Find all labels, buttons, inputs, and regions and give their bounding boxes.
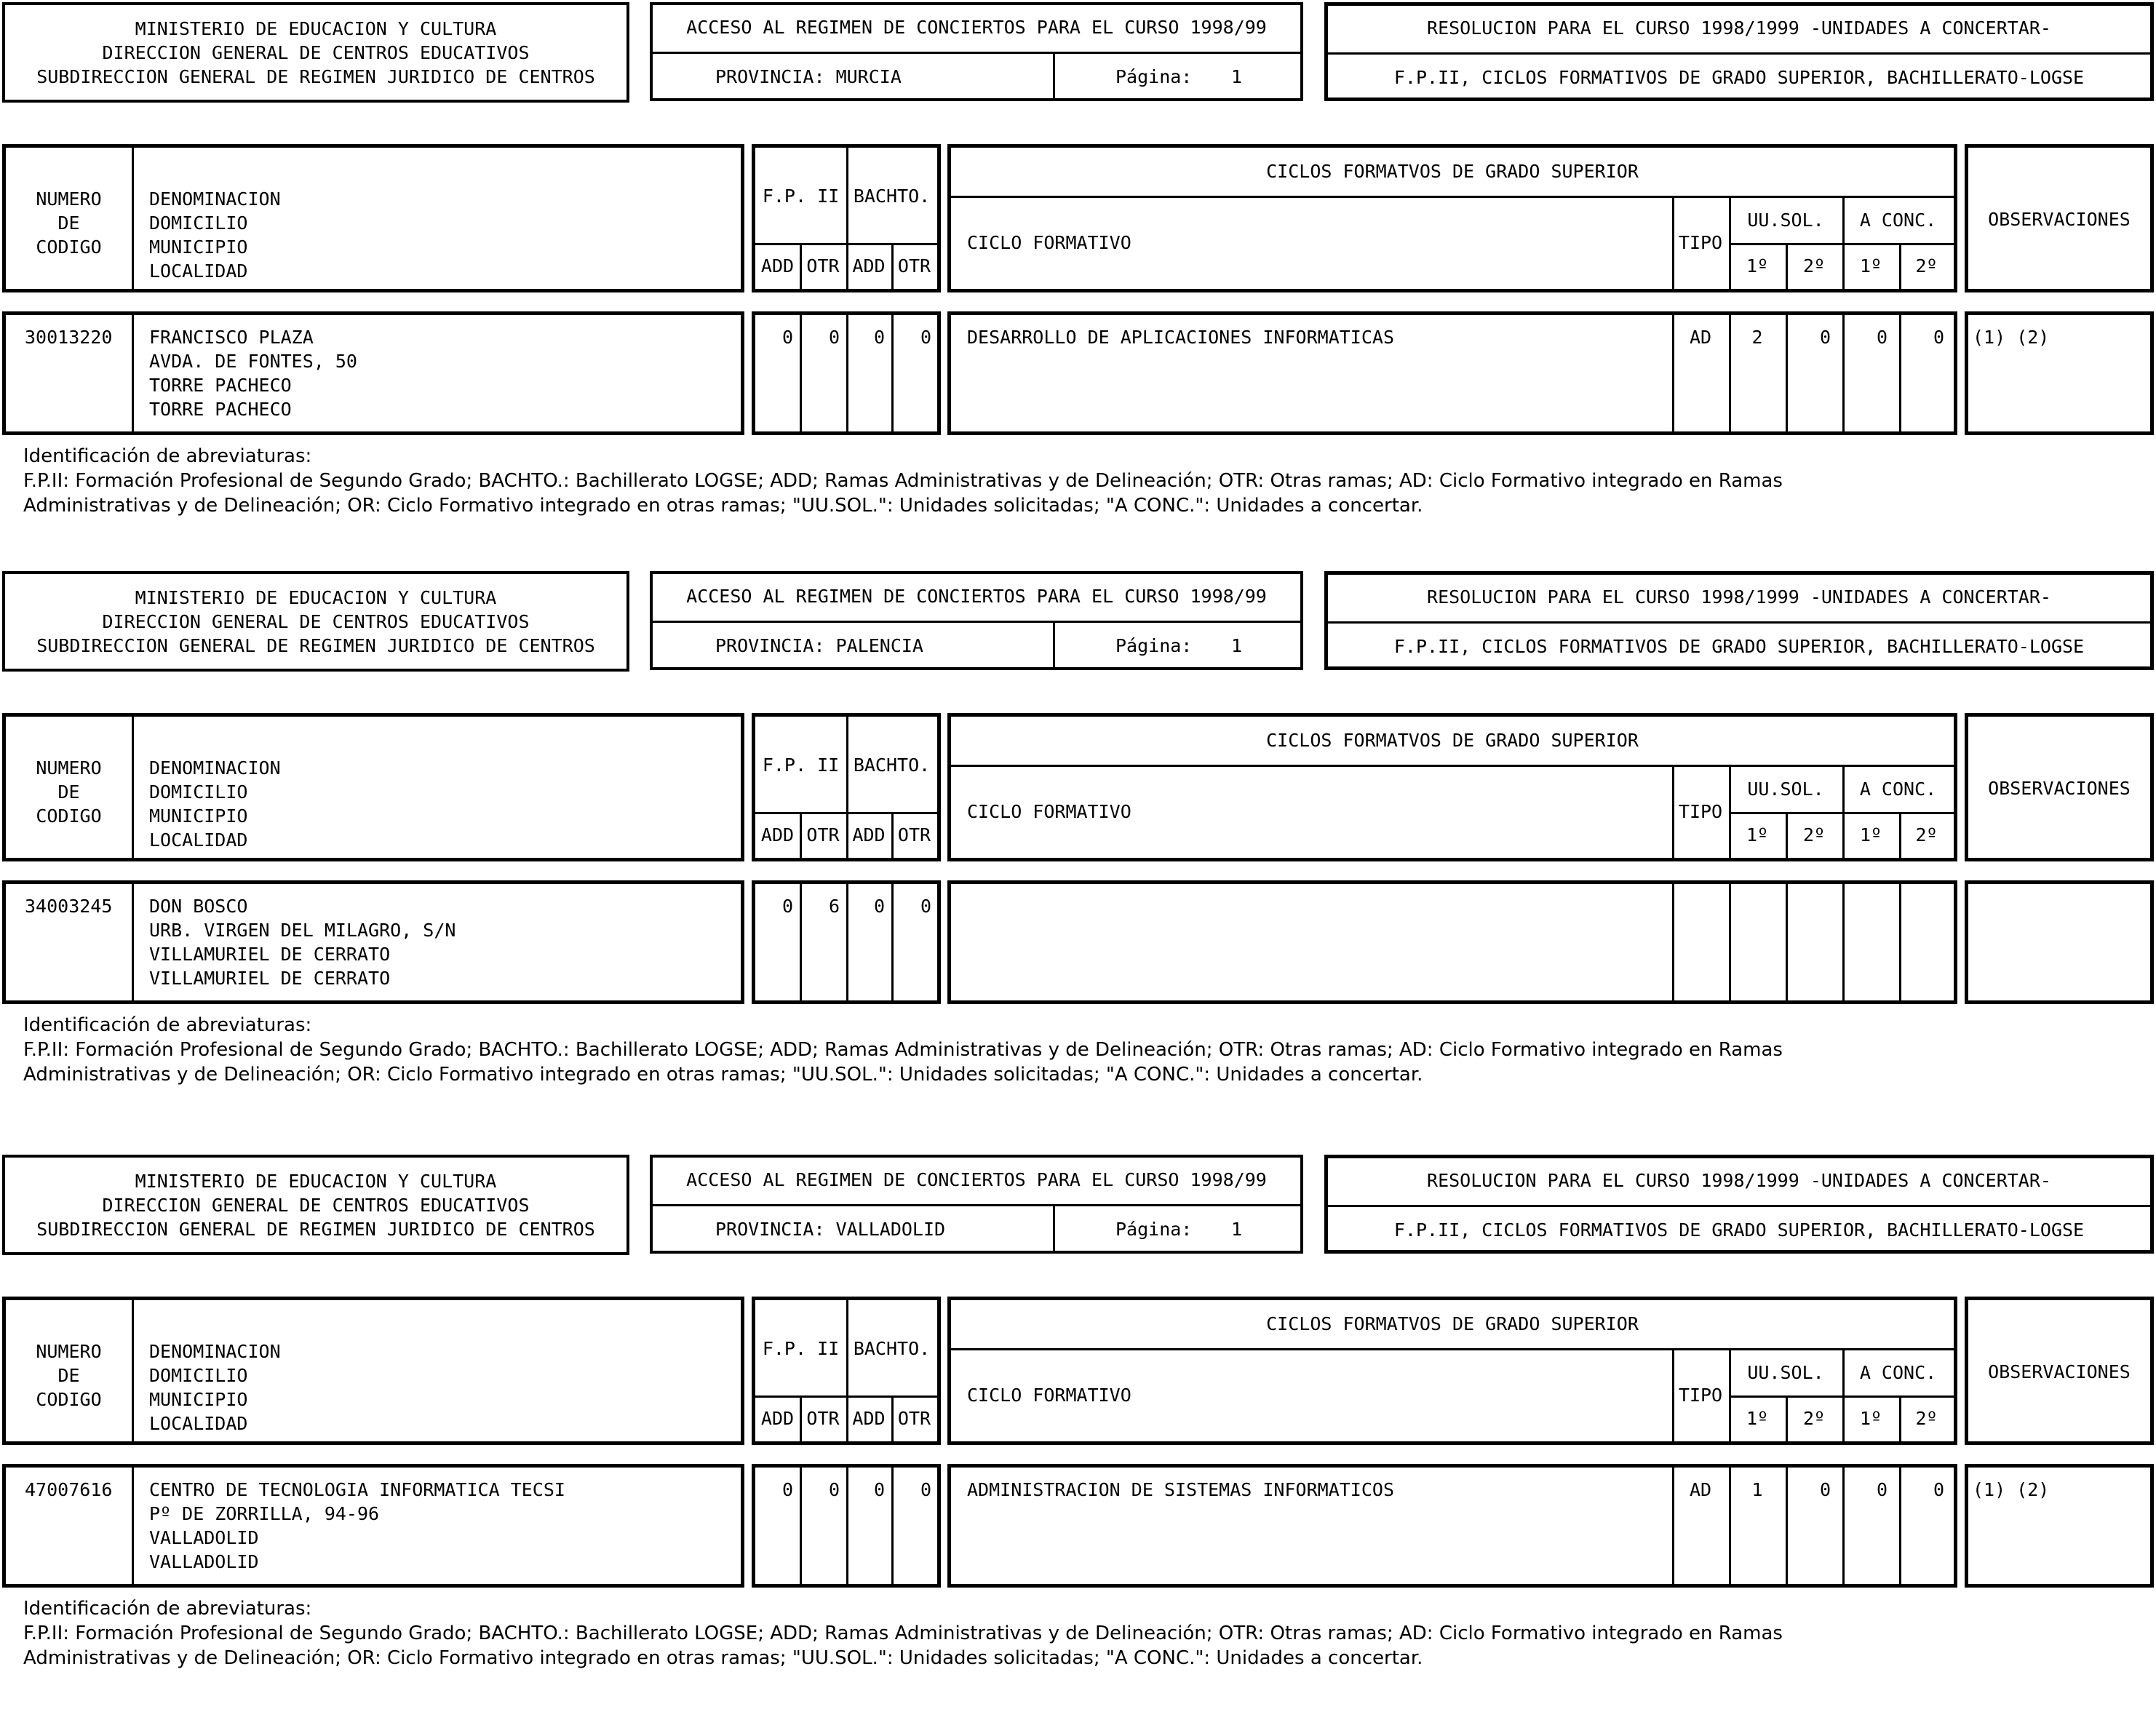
tipo-value: AD	[1689, 1479, 1712, 1500]
obs-header-box	[1965, 144, 2154, 292]
center-address: AVDA. DE FONTES, 50	[149, 351, 357, 372]
col-ba-otr: OTR	[897, 1408, 931, 1429]
col-municipio: MUNICIPIO	[149, 1389, 248, 1410]
col-observaciones: OBSERVACIONES	[1988, 778, 2131, 799]
col-conc-1: 1º	[1859, 255, 1882, 276]
obs-header-box	[1965, 1297, 2154, 1445]
access-title: ACCESO AL REGIMEN DE CONCIERTOS PARA EL CURSO 1998/99	[686, 586, 1267, 607]
col-fp2: F.P. II	[762, 186, 840, 207]
center-data-box	[2, 1464, 744, 1588]
fp-add-value: 0	[781, 896, 793, 917]
col-bachto: BACHTO.	[853, 755, 931, 776]
obs-data-box	[1965, 880, 2154, 1004]
fp-bachto-data-box	[752, 1464, 941, 1588]
ministry-name: MINISTERIO DE EDUCACION Y CULTURA	[135, 587, 497, 608]
obs-header-box	[1965, 713, 2154, 861]
col-ciclos-title: CICLOS FORMATVOS DE GRADO SUPERIOR	[1266, 730, 1639, 751]
fp-bachto-header-box	[752, 1297, 941, 1445]
center-address: URB. VIRGEN DEL MILAGRO, S/N	[149, 920, 456, 941]
page-label: Página:	[1115, 66, 1193, 87]
resolution-header-box	[1324, 2, 2154, 101]
conc-1-value: 0	[1876, 1479, 1888, 1500]
subdirectorate-name: SUBDIRECCION GENERAL DE REGIMEN JURIDICO DE CENTROS	[36, 635, 595, 656]
col-ciclos-title: CICLOS FORMATVOS DE GRADO SUPERIOR	[1266, 1313, 1639, 1334]
col-municipio: MUNICIPIO	[149, 805, 248, 827]
access-header-box	[650, 2, 1303, 101]
center-name: FRANCISCO PLAZA	[149, 327, 314, 348]
col-ba-add: ADD	[852, 255, 886, 276]
col-domicilio: DOMICILIO	[149, 212, 248, 234]
col-localidad: LOCALIDAD	[149, 260, 248, 282]
conc-2-value: 0	[1933, 327, 1944, 348]
ciclo-formativo-value: DESARROLLO DE APLICACIONES INFORMATICAS	[967, 327, 1394, 348]
abbreviations-line-2: Administrativas y de Delineación; OR: Ciclo Formativo integrado en otras ramas; "UU.SOL.": Unidades solicitadas; "A CONC.": Unidades a concertar.	[23, 1647, 1423, 1669]
sol-1-value: 2	[1751, 327, 1763, 348]
center-name: DON BOSCO	[149, 896, 248, 917]
center-code: 30013220	[25, 327, 113, 348]
center-locality: TORRE PACHECO	[149, 399, 292, 420]
ministry-header-box	[2, 2, 629, 103]
fp-add-value: 0	[781, 327, 793, 348]
center-code: 47007616	[25, 1479, 113, 1500]
resolution-title: RESOLUCION PARA EL CURSO 1998/1999 -UNIDADES A CONCERTAR-	[1427, 586, 2051, 608]
ministry-name: MINISTERIO DE EDUCACION Y CULTURA	[135, 1171, 497, 1192]
center-locality: VALLADOLID	[149, 1551, 259, 1572]
col-de: DE	[57, 1365, 80, 1386]
record-block-murcia	[0, 0, 2156, 568]
ministry-header-box	[2, 1155, 629, 1255]
col-a-conc: A CONC.	[1859, 1362, 1937, 1383]
directorate-name: DIRECCION GENERAL DE CENTROS EDUCATIVOS	[102, 611, 530, 632]
ba-otr-value: 0	[920, 1479, 931, 1500]
col-fp-add: ADD	[760, 1408, 795, 1429]
col-a-conc: A CONC.	[1859, 779, 1937, 800]
col-uu-sol: UU.SOL.	[1747, 210, 1824, 231]
col-fp2: F.P. II	[762, 1338, 840, 1359]
col-de: DE	[57, 212, 80, 234]
access-title: ACCESO AL REGIMEN DE CONCIERTOS PARA EL CURSO 1998/99	[686, 1169, 1267, 1190]
abbreviations-line-1: F.P.II: Formación Profesional de Segundo Grado; BACHTO.: Bachillerato LOGSE; ADD; Ramas Administrativas y de Delineación; OTR: Otras ramas; AD: Ciclo Formativo integrado en Ramas	[23, 470, 1783, 492]
ciclos-data-box	[947, 1464, 1957, 1588]
abbreviations-heading: Identificación de abreviaturas:	[23, 1014, 312, 1036]
col-sol-1: 1º	[1746, 255, 1769, 276]
resolution-subtitle: F.P.II, CICLOS FORMATIVOS DE GRADO SUPERIOR, BACHILLERATO-LOGSE	[1393, 1219, 2085, 1241]
abbreviations-line-1: F.P.II: Formación Profesional de Segundo Grado; BACHTO.: Bachillerato LOGSE; ADD; Ramas Administrativas y de Delineación; OTR: Otras ramas; AD: Ciclo Formativo integrado en Ramas	[23, 1623, 1783, 1644]
center-municipality: VALLADOLID	[149, 1527, 259, 1548]
col-fp-otr: OTR	[806, 255, 840, 276]
col-de: DE	[57, 781, 80, 803]
center-municipality: VILLAMURIEL DE CERRATO	[149, 944, 391, 965]
center-address: Pº DE ZORRILLA, 94-96	[149, 1503, 380, 1524]
ministry-name: MINISTERIO DE EDUCACION Y CULTURA	[135, 18, 497, 39]
center-municipality: TORRE PACHECO	[149, 375, 292, 396]
abbreviations-line-1: F.P.II: Formación Profesional de Segundo Grado; BACHTO.: Bachillerato LOGSE; ADD; Ramas Administrativas y de Delineación; OTR: Otras ramas; AD: Ciclo Formativo integrado en Ramas	[23, 1039, 1783, 1061]
obs-data-box	[1965, 1464, 2154, 1588]
col-tipo: TIPO	[1678, 801, 1723, 822]
col-ba-add: ADD	[852, 824, 886, 845]
ba-otr-value: 0	[920, 896, 931, 917]
ciclo-formativo-value: ADMINISTRACION DE SISTEMAS INFORMATICOS	[967, 1479, 1394, 1500]
tipo-value: AD	[1689, 327, 1712, 348]
col-sol-2: 2º	[1802, 824, 1826, 845]
col-bachto: BACHTO.	[853, 1338, 931, 1359]
center-code: 34003245	[25, 896, 113, 917]
subdirectorate-name: SUBDIRECCION GENERAL DE REGIMEN JURIDICO DE CENTROS	[36, 1219, 595, 1240]
center-data-box	[2, 311, 744, 435]
col-codigo: CODIGO	[36, 236, 102, 258]
record-block-palencia	[0, 569, 2156, 1136]
ba-otr-value: 0	[920, 327, 931, 348]
access-header-box	[650, 571, 1303, 670]
page-label: Página:	[1115, 635, 1193, 656]
abbreviations-heading: Identificación de abreviaturas:	[23, 445, 312, 467]
col-bachto: BACHTO.	[853, 186, 931, 207]
ba-add-value: 0	[873, 1479, 885, 1500]
access-header-box	[650, 1155, 1303, 1254]
obs-data-box	[1965, 311, 2154, 435]
ciclos-data-box	[947, 311, 1957, 435]
col-observaciones: OBSERVACIONES	[1988, 209, 2131, 230]
fp-bachto-header-box	[752, 144, 941, 292]
abbreviations-line-2: Administrativas y de Delineación; OR: Ciclo Formativo integrado en otras ramas; "UU.SOL.": Unidades solicitadas; "A CONC.": Unidades a concertar.	[23, 1064, 1423, 1086]
ministry-header-box	[2, 571, 629, 672]
col-conc-1: 1º	[1859, 824, 1882, 845]
abbreviations-line-2: Administrativas y de Delineación; OR: Ciclo Formativo integrado en otras ramas; "UU.SOL.": Unidades solicitadas; "A CONC.": Unidades a concertar.	[23, 495, 1423, 517]
observaciones-value: (1) (2)	[1973, 327, 2050, 348]
page-number: 1	[1231, 1219, 1243, 1240]
col-ba-otr: OTR	[897, 255, 931, 276]
fp-bachto-header-box	[752, 713, 941, 861]
conc-2-value: 0	[1933, 1479, 1944, 1500]
col-conc-1: 1º	[1859, 1408, 1882, 1429]
col-a-conc: A CONC.	[1859, 210, 1937, 231]
record-block-valladolid	[0, 1152, 2156, 1720]
province-label: PROVINCIA: MURCIA	[715, 66, 902, 87]
col-fp-add: ADD	[760, 824, 795, 845]
sol-1-value: 1	[1751, 1479, 1763, 1500]
ciclos-data-box	[947, 880, 1957, 1004]
col-uu-sol: UU.SOL.	[1747, 779, 1824, 800]
sol-2-value: 0	[1819, 1479, 1831, 1500]
col-numero: NUMERO	[36, 188, 102, 210]
col-sol-1: 1º	[1746, 1408, 1769, 1429]
col-tipo: TIPO	[1678, 1385, 1723, 1406]
resolution-header-box	[1324, 571, 2154, 670]
col-numero: NUMERO	[36, 1341, 102, 1362]
col-fp-otr: OTR	[806, 824, 840, 845]
fp-otr-value: 0	[828, 327, 840, 348]
fp-add-value: 0	[781, 1479, 793, 1500]
col-localidad: LOCALIDAD	[149, 829, 248, 851]
col-denominacion: DENOMINACION	[149, 188, 281, 210]
ba-add-value: 0	[873, 896, 885, 917]
col-fp-add: ADD	[760, 255, 795, 276]
resolution-title: RESOLUCION PARA EL CURSO 1998/1999 -UNIDADES A CONCERTAR-	[1427, 17, 2051, 39]
col-denominacion: DENOMINACION	[149, 1341, 281, 1362]
col-conc-2: 2º	[1915, 1408, 1938, 1429]
center-locality: VILLAMURIEL DE CERRATO	[149, 968, 391, 989]
center-header-box	[2, 1297, 744, 1445]
col-domicilio: DOMICILIO	[149, 781, 248, 803]
col-conc-2: 2º	[1915, 824, 1938, 845]
page-number: 1	[1231, 635, 1243, 656]
access-title: ACCESO AL REGIMEN DE CONCIERTOS PARA EL CURSO 1998/99	[686, 17, 1267, 38]
fp-otr-value: 6	[828, 896, 840, 917]
center-name: CENTRO DE TECNOLOGIA INFORMATICA TECSI	[149, 1479, 565, 1500]
resolution-title: RESOLUCION PARA EL CURSO 1998/1999 -UNIDADES A CONCERTAR-	[1427, 1170, 2051, 1191]
ciclos-header-box	[947, 144, 1957, 292]
center-data-box	[2, 880, 744, 1004]
col-sol-1: 1º	[1746, 824, 1769, 845]
col-numero: NUMERO	[36, 757, 102, 779]
col-municipio: MUNICIPIO	[149, 236, 248, 258]
province-label: PROVINCIA: PALENCIA	[715, 635, 923, 656]
ciclos-header-box	[947, 1297, 1957, 1445]
col-uu-sol: UU.SOL.	[1747, 1362, 1824, 1383]
directorate-name: DIRECCION GENERAL DE CENTROS EDUCATIVOS	[102, 42, 530, 63]
col-ciclo-formativo: CICLO FORMATIVO	[967, 232, 1131, 253]
page-label: Página:	[1115, 1219, 1193, 1240]
col-localidad: LOCALIDAD	[149, 1413, 248, 1434]
resolution-header-box	[1324, 1155, 2154, 1254]
col-ciclo-formativo: CICLO FORMATIVO	[967, 801, 1131, 822]
col-tipo: TIPO	[1678, 232, 1723, 253]
col-sol-2: 2º	[1802, 1408, 1826, 1429]
resolution-subtitle: F.P.II, CICLOS FORMATIVOS DE GRADO SUPERIOR, BACHILLERATO-LOGSE	[1393, 636, 2085, 657]
col-ba-otr: OTR	[897, 824, 931, 845]
observaciones-value: (1) (2)	[1973, 1479, 2050, 1500]
col-fp-otr: OTR	[806, 1408, 840, 1429]
resolution-subtitle: F.P.II, CICLOS FORMATIVOS DE GRADO SUPERIOR, BACHILLERATO-LOGSE	[1393, 67, 2085, 88]
conc-1-value: 0	[1876, 327, 1888, 348]
col-denominacion: DENOMINACION	[149, 757, 281, 779]
ba-add-value: 0	[873, 327, 885, 348]
center-header-box	[2, 144, 744, 292]
col-ciclo-formativo: CICLO FORMATIVO	[967, 1385, 1131, 1406]
col-ba-add: ADD	[852, 1408, 886, 1429]
col-conc-2: 2º	[1915, 255, 1938, 276]
abbreviations-heading: Identificación de abreviaturas:	[23, 1598, 312, 1620]
center-header-box	[2, 713, 744, 861]
col-fp2: F.P. II	[762, 755, 840, 776]
fp-bachto-data-box	[752, 311, 941, 435]
col-ciclos-title: CICLOS FORMATVOS DE GRADO SUPERIOR	[1266, 161, 1639, 182]
col-sol-2: 2º	[1802, 255, 1826, 276]
col-codigo: CODIGO	[36, 1389, 102, 1410]
fp-otr-value: 0	[828, 1479, 840, 1500]
col-observaciones: OBSERVACIONES	[1988, 1361, 2131, 1382]
directorate-name: DIRECCION GENERAL DE CENTROS EDUCATIVOS	[102, 1195, 530, 1216]
col-codigo: CODIGO	[36, 805, 102, 827]
col-domicilio: DOMICILIO	[149, 1365, 248, 1386]
province-label: PROVINCIA: VALLADOLID	[715, 1219, 946, 1240]
subdirectorate-name: SUBDIRECCION GENERAL DE REGIMEN JURIDICO DE CENTROS	[36, 66, 595, 87]
ciclos-header-box	[947, 713, 1957, 861]
page-number: 1	[1231, 66, 1243, 87]
sol-2-value: 0	[1819, 327, 1831, 348]
fp-bachto-data-box	[752, 880, 941, 1004]
